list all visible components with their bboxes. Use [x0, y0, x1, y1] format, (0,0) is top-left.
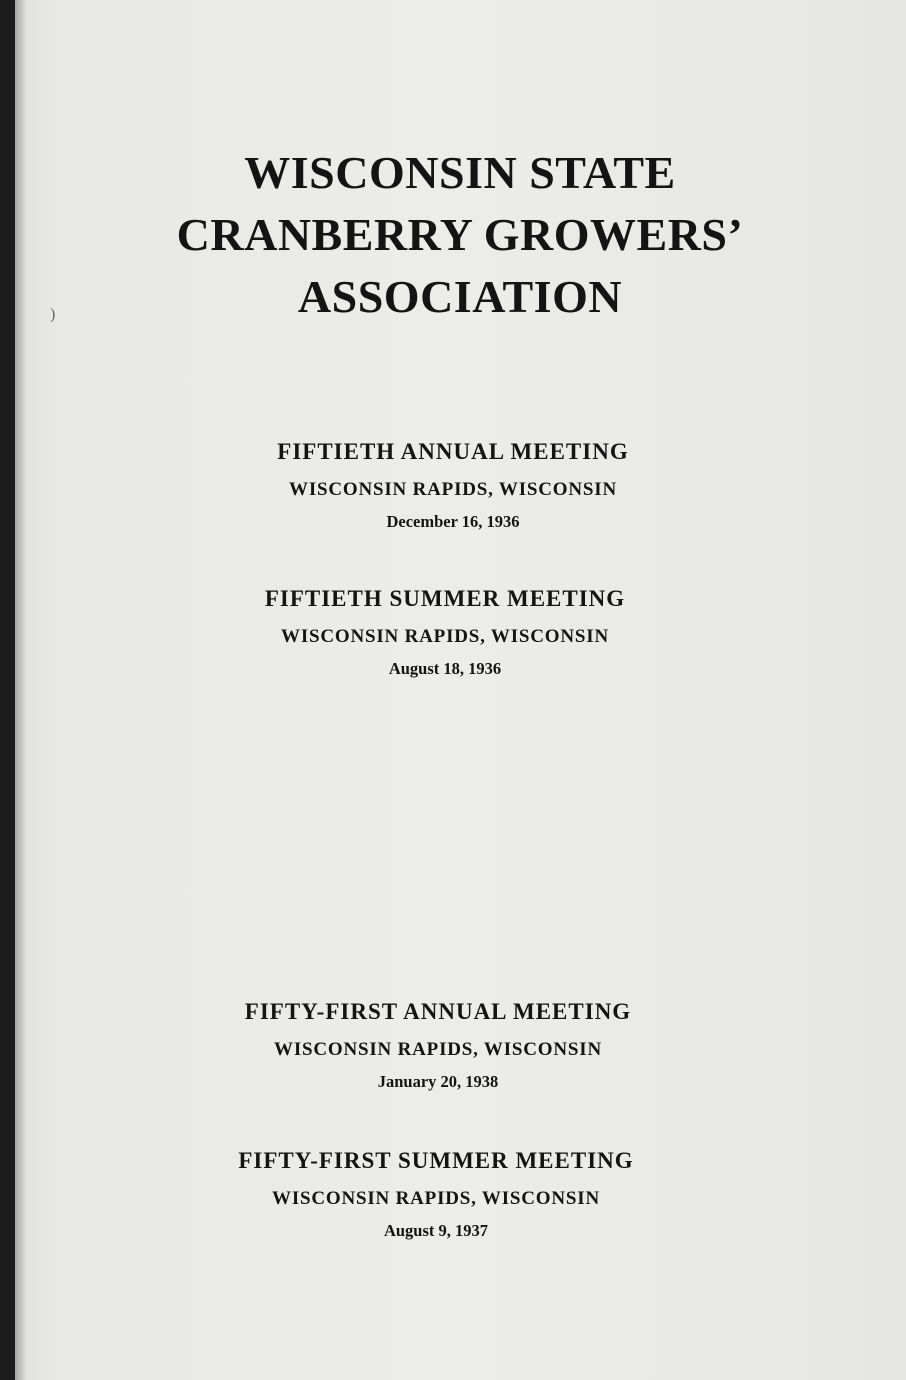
meeting-name: FIFTIETH ANNUAL MEETING [277, 439, 629, 464]
meeting-place: WISCONSIN RAPIDS, WISCONSIN [281, 626, 609, 647]
meeting-date: January 20, 1938 [377, 1072, 499, 1091]
meeting-place: WISCONSIN RAPIDS, WISCONSIN [289, 479, 617, 500]
meeting-place: WISCONSIN RAPIDS, WISCONSIN [274, 1039, 602, 1060]
meeting-name: FIFTIETH SUMMER MEETING [264, 586, 626, 611]
binding-shadow [15, 0, 27, 1380]
meeting-date: August 18, 1936 [388, 659, 502, 678]
meeting-name: FIFTY-FIRST SUMMER MEETING [238, 1148, 634, 1173]
title-line-3: ASSOCIATION [297, 271, 623, 322]
binding-edge [0, 0, 15, 1380]
meeting-block-fiftieth-summer [246, 585, 644, 679]
title-line-2: CRANBERRY GROWERS’ [176, 209, 744, 260]
meeting-date: August 9, 1937 [383, 1221, 489, 1240]
margin-mark: ) [50, 306, 56, 323]
meeting-block-fiftieth-annual [248, 438, 658, 532]
meeting-date: December 16, 1936 [386, 512, 520, 531]
meeting-place: WISCONSIN RAPIDS, WISCONSIN [272, 1188, 600, 1209]
meeting-block-fifty-first-annual [222, 998, 654, 1092]
meeting-block-fifty-first-summer [216, 1147, 656, 1241]
title-line-1: WISCONSIN STATE [244, 147, 676, 198]
page-title [100, 142, 820, 328]
meeting-name: FIFTY-FIRST ANNUAL MEETING [244, 999, 632, 1024]
